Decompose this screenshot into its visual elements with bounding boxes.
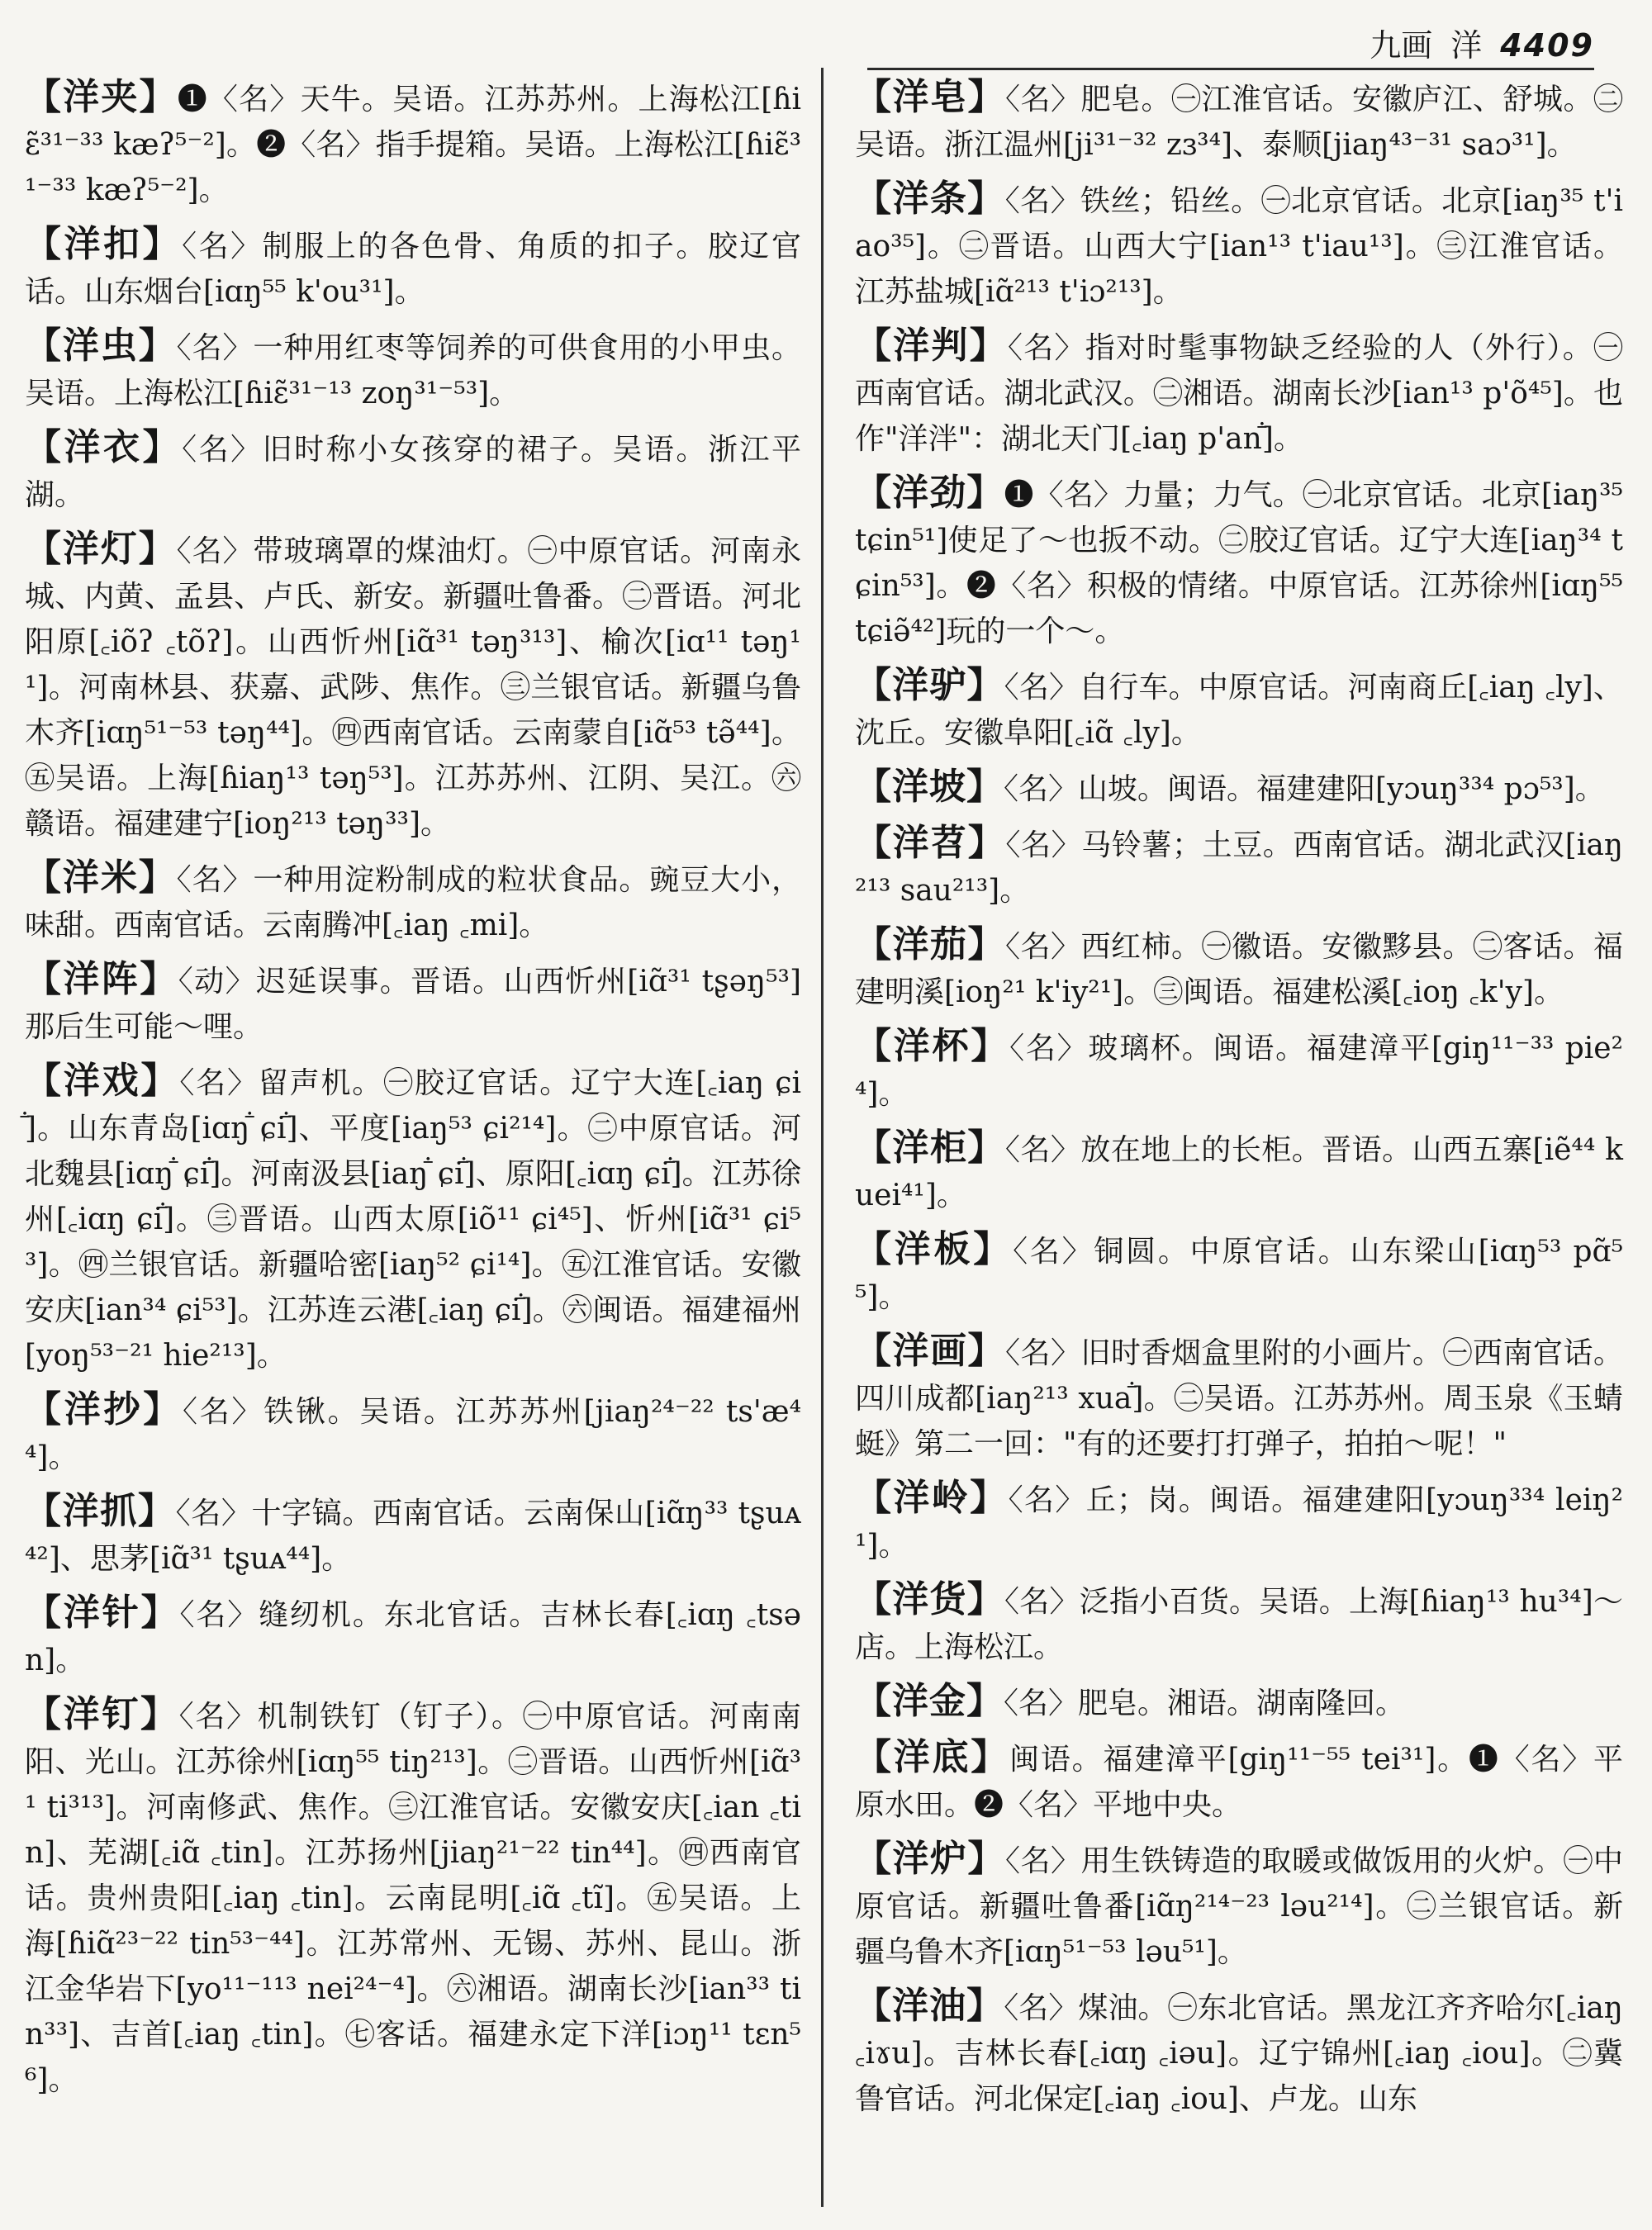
running-head: [867, 20, 1594, 70]
entry-headword: 【洋底】: [855, 1736, 1010, 1778]
entry-headword: 【洋劲】: [855, 472, 1004, 514]
entry-definition: 〈名〉一种用红枣等饲养的可供食用的小甲虫。吴语。上海松江[ɦiɛ̃³¹⁻¹³ zoŋ³¹⁻⁵³]。: [25, 331, 801, 410]
dictionary-entry: [855, 1678, 1623, 1726]
entry-definition: ❶〈名〉力量；力气。㊀北京官话。北京[iaŋ³⁵ tɕin⁵¹]使足了～也扳不动。㊁胶辽官话。辽宁大连[iaŋ³⁴ tɕin⁵³]。❷〈名〉积极的情绪。中原官话。江苏徐州[iɑŋ⁵⁵ tɕiə̃⁴²]玩的一个～。: [855, 478, 1623, 648]
dictionary-entry: [855, 1226, 1623, 1320]
dictionary-entry: [25, 956, 801, 1050]
entry-headword: 【洋苕】: [855, 822, 1006, 864]
entry-headword: 【洋灯】: [25, 528, 177, 570]
entry-definition: 〈名〉西红柿。㊀徽语。安徽黟县。㊁客话。福建明溪[ioŋ²¹ k'iy²¹]。㊂闽语。福建松溪[꜀ioŋ ꜀k'y]。: [855, 930, 1623, 1009]
dictionary-entry: [25, 1387, 801, 1480]
entry-definition: 〈名〉铜圆。中原官话。山东梁山[iɑŋ⁵³ pɑ̃⁵⁵]。: [855, 1235, 1623, 1314]
entry-headword: 【洋米】: [25, 856, 177, 899]
entry-headword: 【洋画】: [855, 1330, 1005, 1372]
dictionary-entry: [25, 221, 801, 315]
dictionary-entry: [25, 1691, 801, 2103]
entry-headword: 【洋货】: [855, 1578, 1005, 1620]
entry-definition: 〈名〉留声机。㊀胶辽官话。辽宁大连[꜀iaŋ ɕiꜙ]。山东青岛[iɑŋꜙ ɕiꜙ]、平度[iaŋ⁵³ ɕi²¹⁴]。㊁中原官话。河北魏县[iɑŋꜙ ɕiꜙ]。河南汲县[iaŋꜙ ɕiꜙ]、原阳[꜀iɑŋ ɕiꜙ]。江苏徐州[꜀iɑŋ ɕiꜙ]。㊂晋语。山西太原[iõ¹¹ ɕi⁴⁵]、忻州[iɑ̃³¹ ɕi⁵³]。㊃兰银官话。新疆哈密[iaŋ⁵² ɕi¹⁴]。㊄江淮官话。安徽安庆[ian³⁴ ɕi⁵³]。江苏连云港[꜀iaŋ ɕiꜙ]。㊅闽语。福建福州[yoŋ⁵³⁻²¹ hie²¹³]。: [25, 1066, 801, 1373]
headword-char: 洋: [1450, 27, 1483, 64]
entry-definition: 〈名〉用生铁铸造的取暖或做饭用的火炉。㊀中原官话。新疆吐鲁番[iɑ̃ŋ²¹⁴⁻²³ ləu²¹⁴]。㊁兰银官话。新疆乌鲁木齐[iɑŋ⁵¹⁻⁵³ ləu⁵¹]。: [855, 1844, 1623, 1969]
dictionary-entry: [855, 1023, 1623, 1117]
column-divider: [821, 68, 824, 2207]
entry-definition: 〈名〉旧时称小女孩穿的裙子。吴语。浙江平湖。: [25, 433, 801, 512]
dictionary-entry: [855, 1734, 1623, 1828]
entry-headword: 【洋茄】: [855, 923, 1005, 966]
entry-headword: 【洋坡】: [855, 766, 1004, 808]
entry-headword: 【洋皂】: [855, 76, 1005, 118]
dictionary-entry: [855, 74, 1623, 168]
entry-definition: 〈名〉肥皂。㊀江淮官话。安徽庐江、舒城。㊁吴语。浙江温州[ji³¹⁻³² zɜ³⁴]、泰顺[jiaŋ⁴³⁻³¹ saɔ³¹]。: [855, 83, 1623, 162]
entry-definition: 〈名〉玻璃杯。闽语。福建漳平[giŋ¹¹⁻³³ pie²⁴]。: [855, 1032, 1623, 1111]
entry-definition: 闽语。福建漳平[giŋ¹¹⁻⁵⁵ tei³¹]。❶〈名〉平原水田。❷〈名〉平地中央。: [855, 1743, 1623, 1822]
dictionary-entry: [855, 820, 1623, 913]
dictionary-entry: [855, 1983, 1623, 2122]
dictionary-entry: [25, 855, 801, 948]
entry-definition: 〈名〉指对时髦事物缺乏经验的人（外行）。㊀西南官话。湖北武汉。㊁湘语。湖南长沙[ian¹³ p'õ⁴⁵]。也作"洋泮"：湖北天门[꜀iaŋ p'anꜙ]。: [855, 331, 1623, 456]
entry-headword: 【洋条】: [855, 178, 1005, 220]
entry-headword: 【洋岭】: [855, 1477, 1009, 1519]
entry-definition: 〈名〉带玻璃罩的煤油灯。㊀中原官话。河南永城、内黄、孟县、卢氏、新安。新疆吐鲁番。㊁晋语。河北阳原[꜀iõʔ ꜀tõʔ]。山西忻州[iɑ̃³¹ təŋ³¹³]、榆次[iɑ¹¹ təŋ¹¹]。河南林县、获嘉、武陟、焦作。㊂兰银官话。新疆乌鲁木齐[iɑŋ⁵¹⁻⁵³ təŋ⁴⁴]。㊃西南官话。云南蒙自[iɑ̃⁵³ tə̃⁴⁴]。㊄吴语。上海[ɦiaŋ¹³ təŋ⁵³]。江苏苏州、江阴、吴江。㊅赣语。福建建宁[ioŋ²¹³ təŋ³³]。: [25, 534, 801, 841]
right-column: [855, 74, 1623, 2130]
dictionary-entry: [25, 1590, 801, 1683]
entry-definition: 〈名〉十字镐。西南官话。云南保山[iɑ̃ŋ³³ tʂuᴀ⁴²]、思茅[iɑ̃³¹ tʂuᴀ⁴⁴]。: [25, 1497, 802, 1576]
entry-headword: 【洋柜】: [855, 1127, 1005, 1169]
left-column: [25, 74, 801, 2111]
dictionary-entry: [25, 1488, 801, 1582]
entry-headword: 【洋钉】: [25, 1693, 179, 1735]
entry-headword: 【洋针】: [25, 1592, 180, 1634]
dictionary-entry: [855, 1836, 1623, 1975]
entry-definition: 〈动〉迟延误事。晋语。山西忻州[iɑ̃³¹ tʂəŋ⁵³]那后生可能～哩。: [25, 965, 801, 1044]
entry-headword: 【洋戏】: [25, 1060, 180, 1102]
dictionary-entry: [855, 1328, 1623, 1467]
entry-definition: 〈名〉旧时香烟盒里附的小画片。㊀西南官话。四川成都[iaŋ²¹³ xuaꜙ]。㊁吴语。江苏苏州。周玉泉《玉蜻蜓》第二一回："有的还要打打弹子，拍拍～呢！": [855, 1336, 1623, 1461]
entry-definition: 〈名〉自行车。中原官话。河南商丘[꜀iaŋ ꜀ly]、沈丘。安徽阜阳[꜀iɑ̃ ꜀ly]。: [855, 671, 1624, 750]
entry-headword: 【洋炉】: [855, 1838, 1005, 1880]
dictionary-entry: [855, 1475, 1623, 1568]
dictionary-entry: [855, 1577, 1623, 1670]
entry-headword: 【洋杯】: [855, 1025, 1010, 1067]
entry-definition: 〈名〉肥皂。湘语。湖南隆回。: [1004, 1687, 1406, 1720]
entry-definition: 〈名〉一种用淀粉制成的粒状食品。豌豆大小，味甜。西南官话。云南腾冲[꜀iaŋ ꜀mi]。: [25, 863, 801, 942]
entry-headword: 【洋金】: [855, 1680, 1004, 1722]
page-number: 4409: [1500, 27, 1594, 64]
dictionary-entry: [25, 1058, 801, 1378]
entry-definition: 〈名〉丘；岗。闽语。福建建阳[yɔuŋ³³⁴ leiŋ²¹]。: [855, 1483, 1624, 1563]
dictionary-entry: [855, 1125, 1623, 1218]
entry-definition: 〈名〉山坡。闽语。福建建阳[yɔuŋ³³⁴ pɔ⁵³]。: [1004, 772, 1605, 806]
entry-definition: 〈名〉煤油。㊀东北官话。黑龙江齐齐哈尔[꜀iaŋ ꜀iɤu]。吉林长春[꜀iɑŋ ꜀iəu]。辽宁锦州[꜀iaŋ ꜀iou]。㊁冀鲁官话。河北保定[꜀iaŋ ꜀iou]、卢龙。山东: [855, 1991, 1623, 2116]
entry-headword: 【洋驴】: [855, 664, 1004, 706]
dictionary-entry: [855, 470, 1623, 654]
entry-headword: 【洋阵】: [25, 958, 178, 1000]
dictionary-entry: [855, 662, 1623, 756]
dictionary-entry: [25, 526, 801, 847]
entry-headword: 【洋虫】: [25, 325, 177, 367]
dictionary-entry: [25, 74, 801, 213]
entry-headword: 【洋抓】: [25, 1490, 176, 1532]
dictionary-entry: [25, 425, 801, 518]
entry-definition: 〈名〉泛指小百货。吴语。上海[ɦiaŋ¹³ hu³⁴]～店。上海松江。: [855, 1585, 1624, 1664]
entry-definition: 〈名〉放在地上的长柜。晋语。山西五寨[iẽ⁴⁴ kuei⁴¹]。: [855, 1133, 1623, 1212]
dictionary-entry: [855, 176, 1623, 315]
entry-definition: 〈名〉铁锹。吴语。江苏苏州[jiaŋ²⁴⁻²² ts'æ⁴⁴]。: [25, 1395, 801, 1474]
dictionary-entry: [25, 323, 801, 416]
entry-definition: 〈名〉机制铁钉（钉子）。㊀中原官话。河南南阳、光山。江苏徐州[iɑŋ⁵⁵ tiŋ²¹³]。㊁晋语。山西忻州[iɑ̃³¹ ti³¹³]。河南修武、焦作。㊂江淮官话。安徽安庆[꜀ian ꜀tin]、芜湖[꜀iɑ̃ ꜀tin]。江苏扬州[jiaŋ²¹⁻²² tin⁴⁴]。㊃西南官话。贵州贵阳[꜀iaŋ ꜀tin]。云南昆明[꜀iɑ̃ ꜀tĩ]。㊄吴语。上海[ɦiɑ̃²³⁻²² tin⁵³⁻⁴⁴]。江苏常州、无锡、苏州、昆山。浙江金华岩下[yo¹¹⁻¹¹³ nei²⁴⁻⁴]。㊅湘语。湖南长沙[ian³³ tin³³]、吉首[꜀iaŋ ꜀tin]。㊆客话。福建永定下洋[iɔŋ¹¹ tɛn⁵⁶]。: [25, 1700, 801, 2097]
entry-headword: 【洋扣】: [25, 223, 183, 265]
entry-headword: 【洋判】: [855, 325, 1008, 367]
entry-headword: 【洋板】: [855, 1228, 1014, 1270]
dictionary-entry: [855, 764, 1623, 812]
section-label: 九画: [1370, 27, 1433, 64]
entry-definition: 〈名〉制服上的各色骨、角质的扣子。胶辽官话。山东烟台[iɑŋ⁵⁵ k'ou³¹]。: [25, 230, 801, 309]
entry-headword: 【洋衣】: [25, 426, 183, 468]
entry-definition: 〈名〉缝纫机。东北官话。吉林长春[꜀iɑŋ ꜀tsən]。: [25, 1598, 801, 1677]
entry-headword: 【洋油】: [855, 1985, 1004, 2027]
entry-definition: 〈名〉铁丝；铅丝。㊀北京官话。北京[iaŋ³⁵ t'iao³⁵]。㊁晋语。山西大宁[ian¹³ t'iau¹³]。㊂江淮官话。江苏盐城[iɑ̃²¹³ t'iɔ²¹³]。: [855, 184, 1623, 309]
entry-headword: 【洋夹】: [25, 76, 178, 118]
dictionary-entry: [855, 323, 1623, 462]
dictionary-entry: [855, 922, 1623, 1015]
entry-definition: ❶〈名〉天牛。吴语。江苏苏州。上海松江[ɦiɛ̃³¹⁻³³ kæʔ⁵⁻²]。❷〈名〉指手提箱。吴语。上海松江[ɦiɛ̃³¹⁻³³ kæʔ⁵⁻²]。: [25, 83, 802, 207]
entry-headword: 【洋抄】: [25, 1388, 183, 1431]
entry-definition: 〈名〉马铃薯；土豆。西南官话。湖北武汉[iaŋ²¹³ sau²¹³]。: [855, 828, 1623, 908]
